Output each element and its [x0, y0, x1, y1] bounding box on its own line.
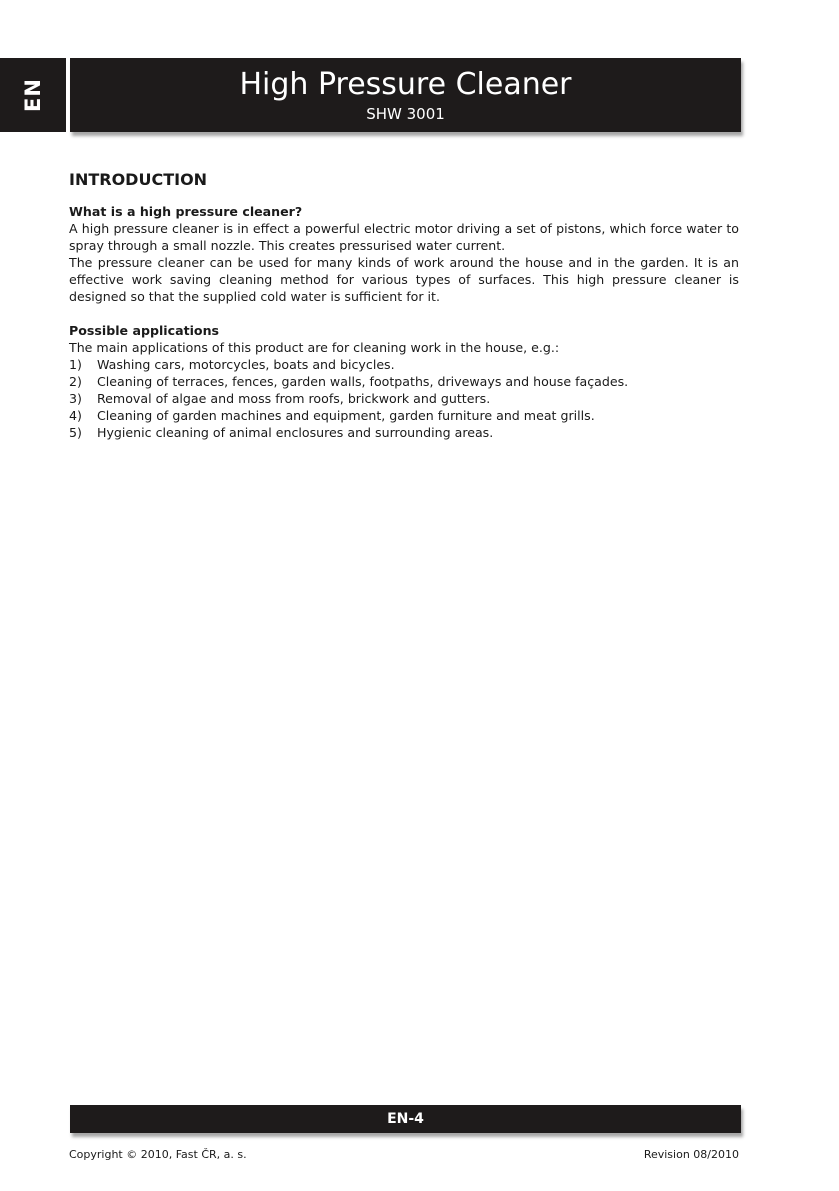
language-tab: [0, 58, 66, 132]
list-item: [69, 407, 739, 424]
spacer: [69, 305, 739, 322]
section-title: INTRODUCTION: [69, 170, 208, 189]
list-number: 4): [69, 408, 82, 423]
list-number: 2): [69, 374, 82, 389]
list-text: Cleaning of terraces, fences, garden walls, footpaths, driveways and house façades.: [97, 374, 629, 389]
copyright-notice: Copyright © 2010, Fast ČR, a. s.: [69, 1148, 247, 1161]
main-content: [69, 170, 739, 441]
header-bar: [70, 58, 741, 132]
intro-paragraph-1: A high pressure cleaner is in effect a powerful electric motor driving a set of pistons, which force water to spray through a small nozzle. This creates pressurised water current.: [69, 221, 739, 253]
revision-label: Revision 08/2010: [643, 1148, 739, 1161]
list-number: 3): [69, 391, 82, 406]
list-text: Washing cars, motorcycles, boats and bicycles.: [97, 357, 395, 372]
list-text: Cleaning of garden machines and equipment, garden furniture and meat grills.: [97, 408, 595, 423]
list-text: Hygienic cleaning of animal enclosures and surrounding areas.: [97, 425, 494, 440]
list-number: 1): [69, 357, 82, 372]
model-number: SHW 3001: [366, 105, 445, 123]
page-number: EN-4: [387, 1111, 424, 1127]
list-text: Removal of algae and moss from roofs, brickwork and gutters.: [97, 391, 491, 406]
list-number: 5): [69, 425, 82, 440]
applications-intro: The main applications of this product are for cleaning work in the house, e.g.:: [69, 340, 560, 355]
list-item: [69, 373, 739, 390]
applications-heading: Possible applications: [69, 323, 220, 338]
list-item: [69, 390, 739, 407]
list-item: [69, 424, 739, 441]
list-item: [69, 356, 739, 373]
applications-list: [69, 356, 739, 441]
document-title: High Pressure Cleaner: [239, 67, 572, 102]
question-heading: What is a high pressure cleaner?: [69, 204, 303, 219]
intro-paragraph-2: The pressure cleaner can be used for many kinds of work around the house and in the garden. It is an effective work saving cleaning method for various types of surfaces. This high pressure cleaner is designed so that the supplied cold water is sufficient for it.: [69, 255, 739, 304]
language-label: EN: [20, 78, 45, 112]
footer-bar: [70, 1105, 741, 1133]
